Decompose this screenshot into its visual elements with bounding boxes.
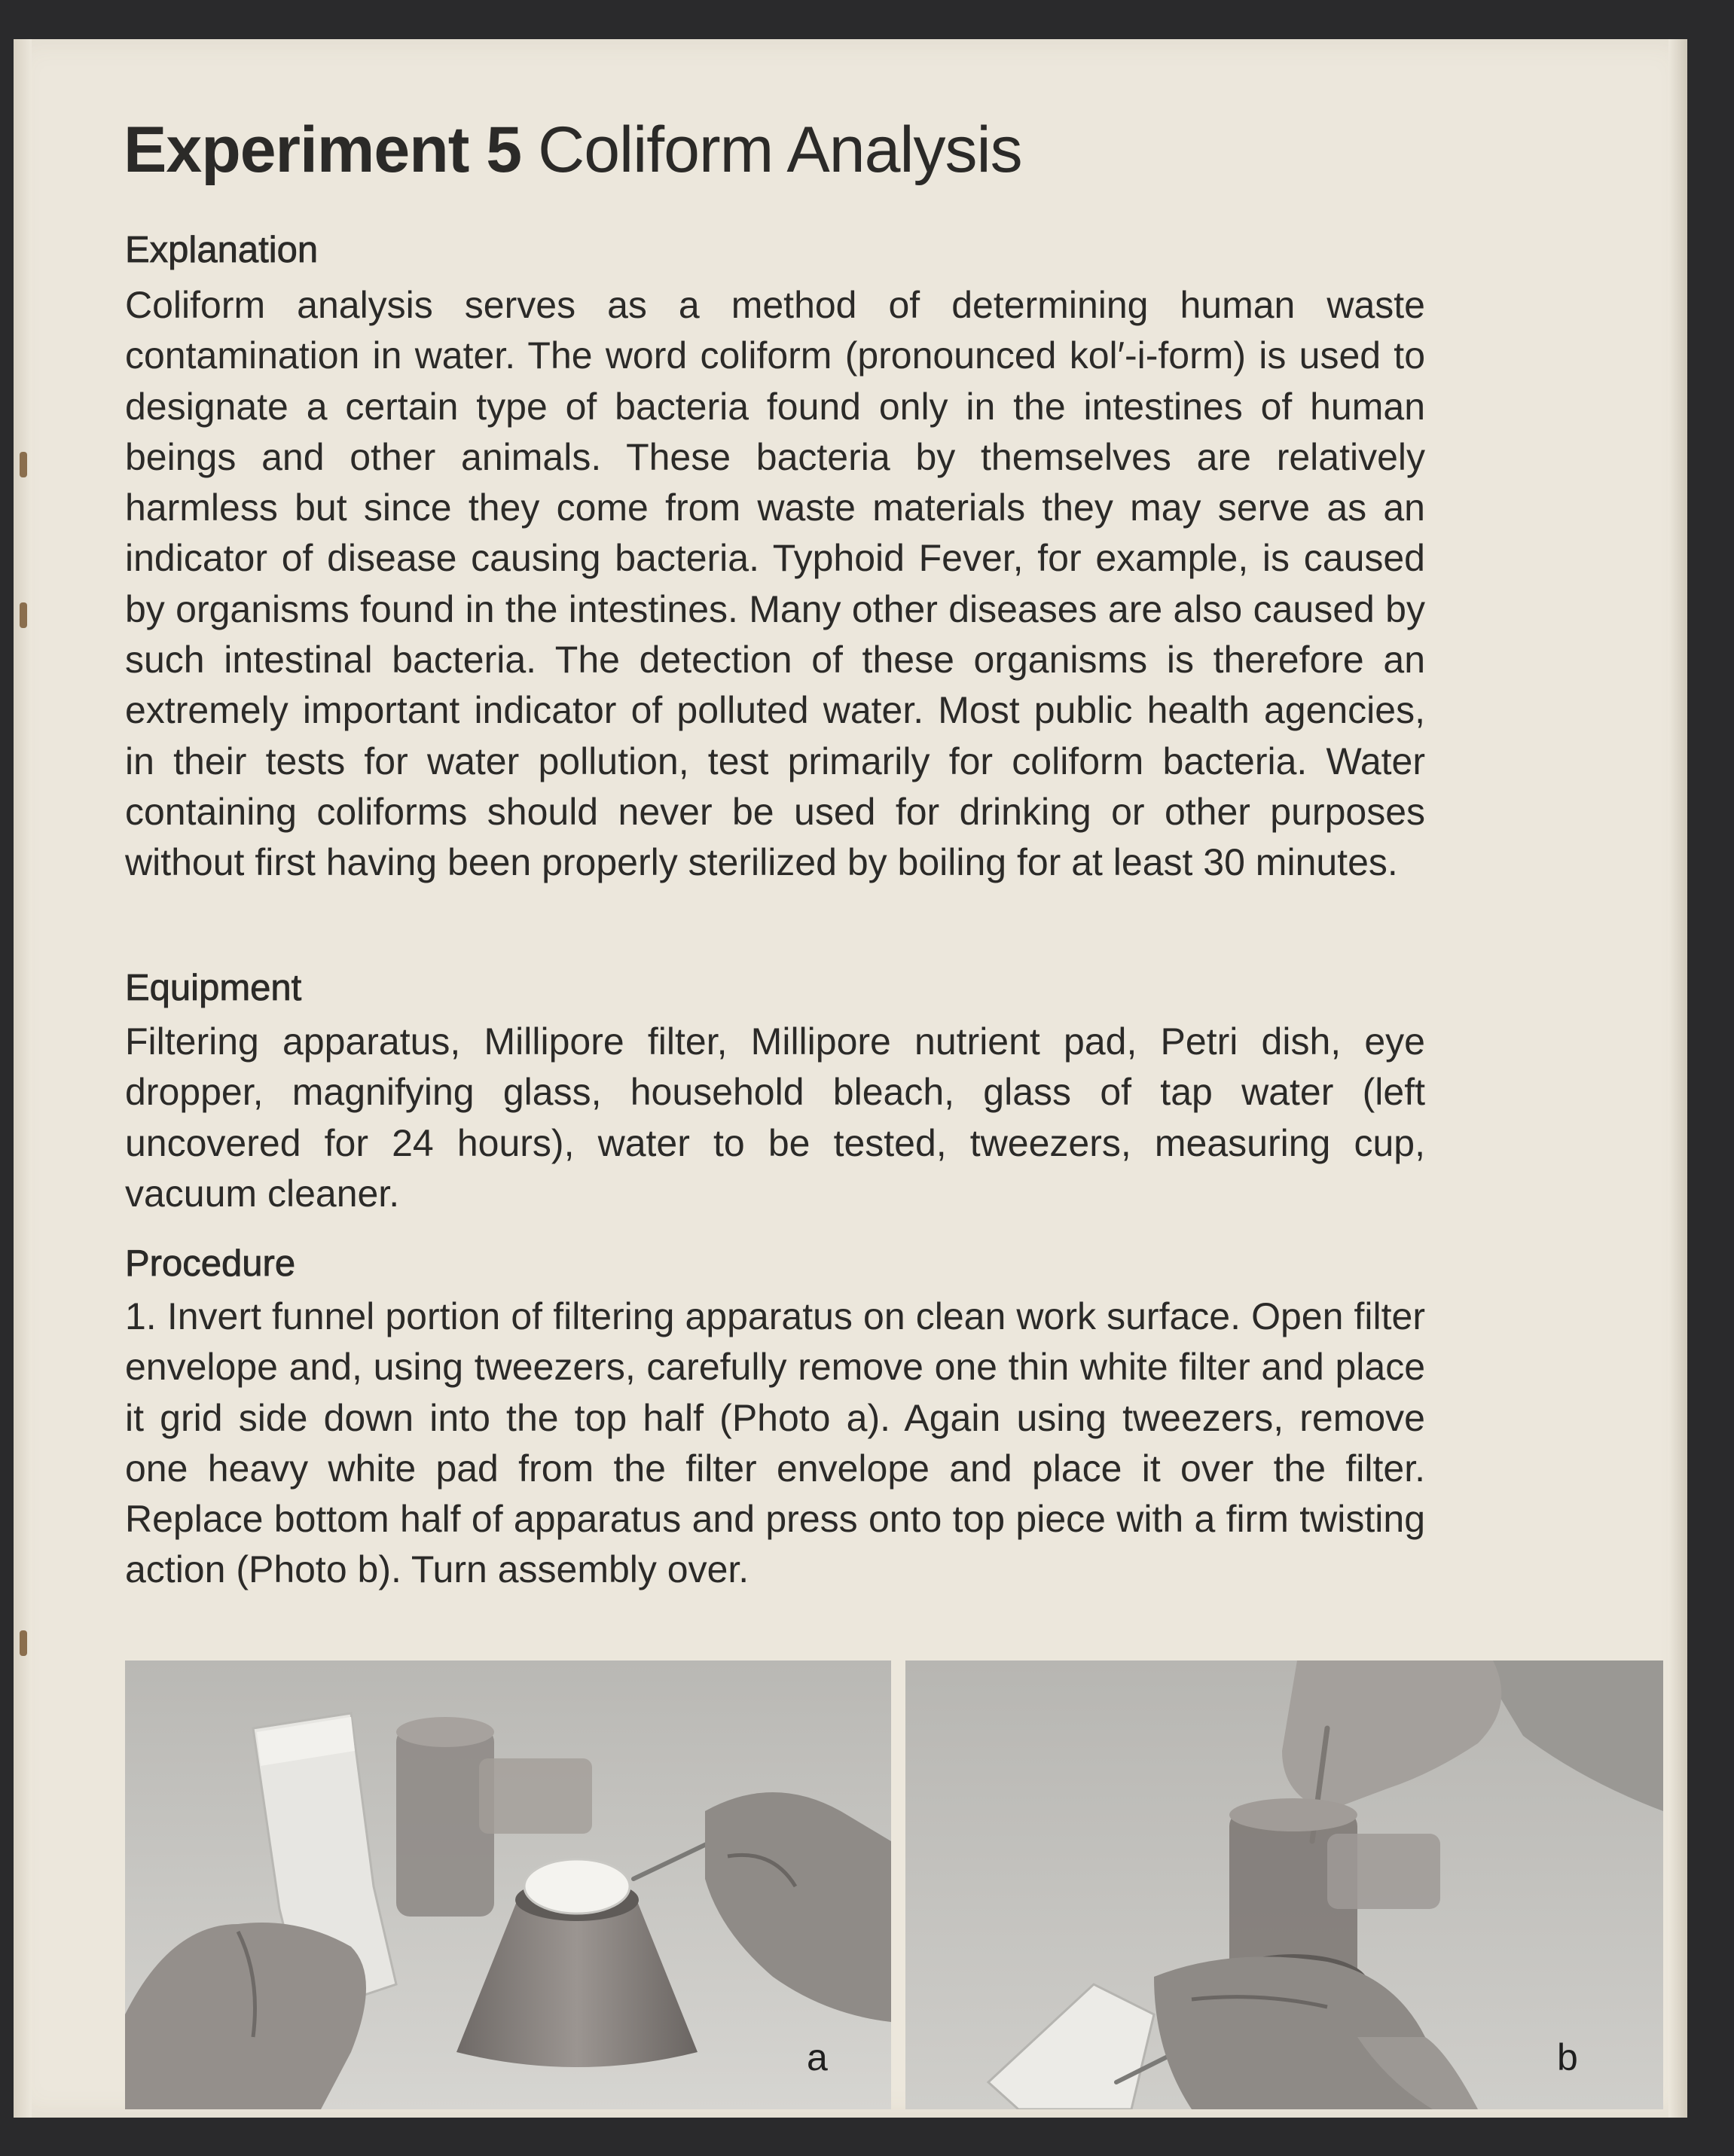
page-title <box>124 113 1022 188</box>
page-spine <box>14 39 32 2118</box>
photo-b-label: b <box>1557 2036 1578 2078</box>
experiment-number: Experiment 5 <box>124 114 522 186</box>
procedure-text: 1. Invert funnel portion of filtering apparatus on clean work surface. Open filter envelope and, using tweezers, carefully remove one thin white filter and place it grid side down into the top half (Photo a). Again using tweezers, remove one heavy white pad from the filter envelope and place it over the filter. Replace bottom half of apparatus and press onto top piece with a firm twisting action (Photo b). Turn assembly over. <box>125 1295 1425 1591</box>
experiment-name: Coliform Analysis <box>538 114 1022 186</box>
binding-staple <box>20 452 27 477</box>
equipment-heading: Equipment <box>125 968 302 1008</box>
photo-b-illustration <box>905 1660 1663 2109</box>
photo-a <box>125 1660 891 2109</box>
photo-a-illustration <box>125 1660 891 2109</box>
binding-staple <box>20 602 27 628</box>
explanation-text: Coliform analysis serves as a method of determining human waste contamination in water. The word coliform (pronounced kol′-i-form) is used to designate a certain type of bacteria found only in the intestines of human beings and other animals. These bacteria by themselves are relatively harmless but since they come from waste materials they may serve as an indicator of disease causing bacteria. Typhoid Fever, for example, is caused by organisms found in the intestines. Many other diseases are also caused by such intestinal bacteria. The detection of these organisms is therefore an extremely important indicator of polluted water. Most public health agencies, in their tests for water pollution, test primarily for coliform bacteria. Water containing coliforms should never be used for drinking or other purposes without first having been properly sterilized by boiling for at least 30 minutes. <box>125 284 1425 884</box>
procedure-heading: Procedure <box>125 1243 296 1284</box>
photo-b <box>905 1660 1663 2109</box>
binding-staple <box>20 1630 27 1656</box>
explanation-heading: Explanation <box>125 230 319 270</box>
photo-a-label: a <box>807 2036 828 2078</box>
page-fold-shadow <box>1668 39 1687 2118</box>
equipment-text: Filtering apparatus, Millipore filter, Millipore nutrient pad, Petri dish, eye dropper, magnifying glass, household bleach, glass of tap water (left uncovered for 24 hours), water to be tested, tweezers, measuring cup, vacuum cleaner. <box>125 1020 1425 1215</box>
